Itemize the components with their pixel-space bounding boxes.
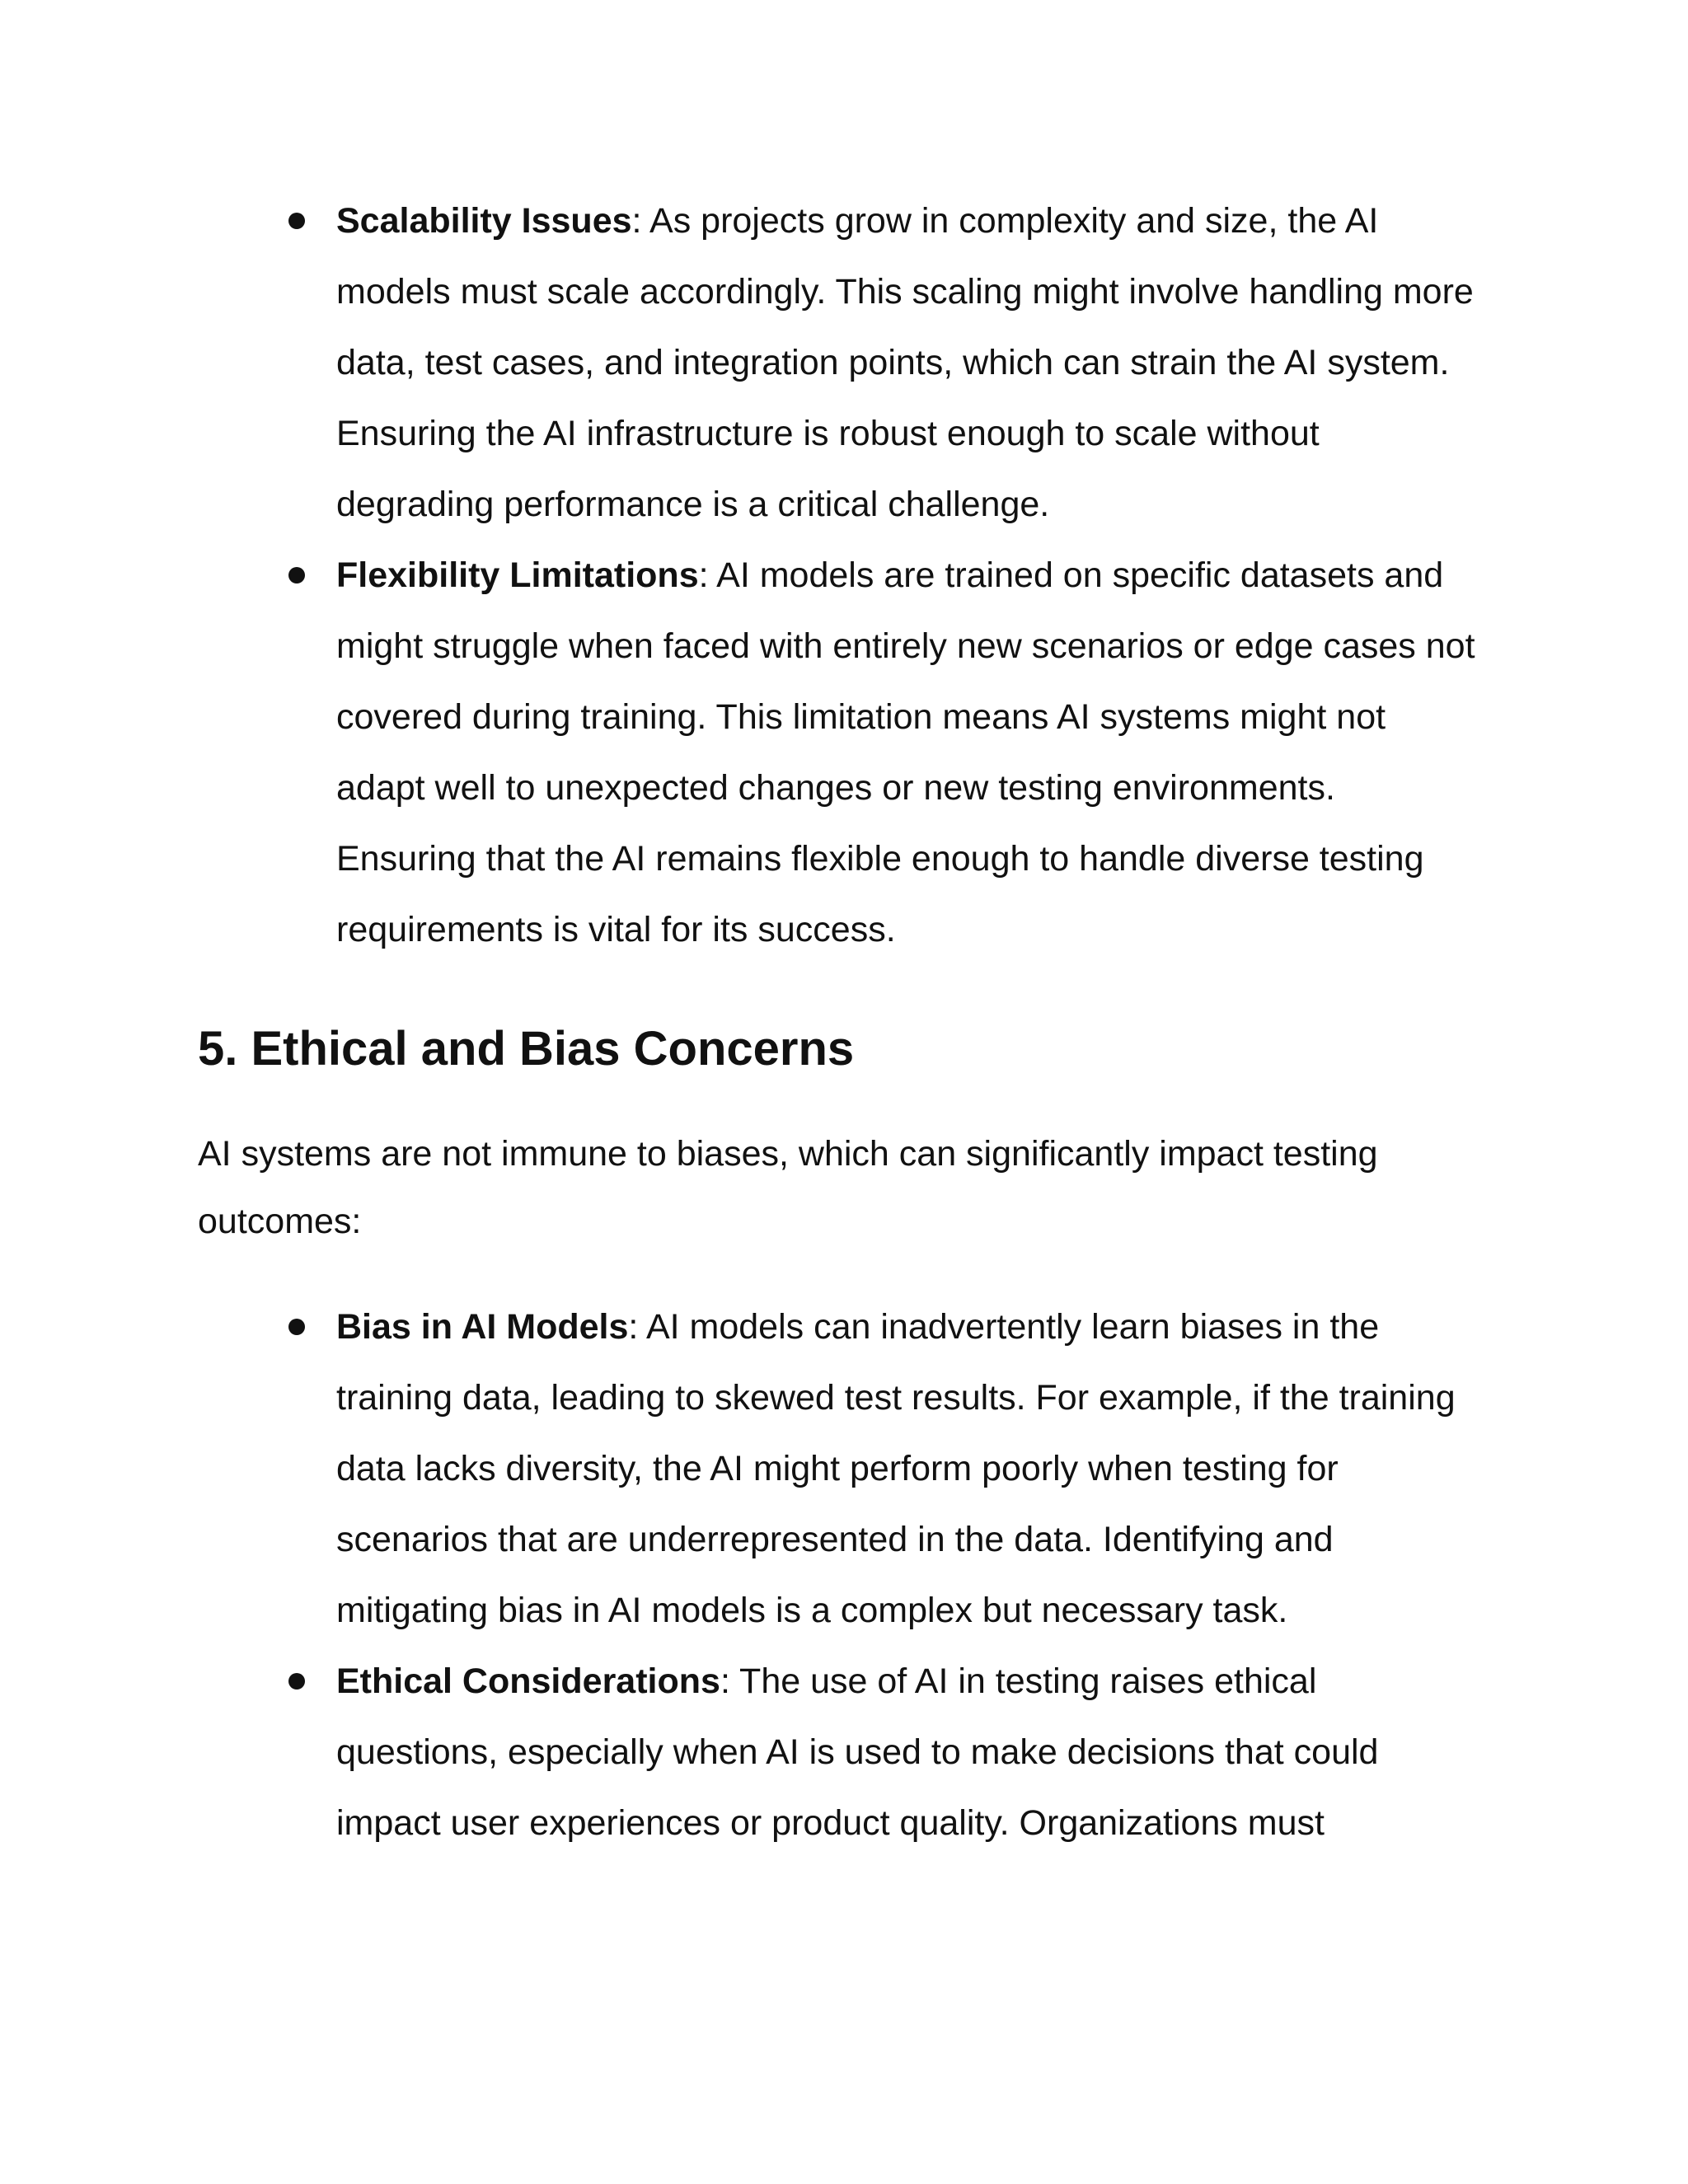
document-content bbox=[198, 185, 1484, 1858]
bullet-list-scalability bbox=[198, 185, 1484, 965]
list-item-term: Scalability Issues bbox=[336, 201, 632, 241]
section-intro: AI systems are not immune to biases, which can significantly impact testing outcomes: bbox=[198, 1134, 1378, 1241]
list-item-text: : The use of AI in testing raises ethical questions, especially when AI is used to make decisions that could impact user experiences or product quality. Organizations must bbox=[336, 1661, 1379, 1843]
list-item-term: Bias in AI Models bbox=[336, 1307, 629, 1347]
list-item-text: : As projects grow in complexity and size, the AI models must scale accordingly. This scaling might involve handling more data, test cases, and integration points, which can strain the AI system. Ensuring the AI infrastructure is robust enough to scale without degrading performance is a critical challenge. bbox=[336, 201, 1474, 524]
list-item-ethical bbox=[336, 1646, 1484, 1858]
bullet-icon bbox=[288, 1319, 305, 1335]
list-item-term: Ethical Considerations bbox=[336, 1661, 720, 1701]
list-item-term: Flexibility Limitations bbox=[336, 555, 699, 595]
section-heading: 5. Ethical and Bias Concerns bbox=[198, 1022, 855, 1076]
bullet-icon bbox=[288, 567, 305, 583]
list-item-text: : AI models are trained on specific datasets and might struggle when faced with entirely new scenarios or edge cases not covered during training. This limitation means AI systems might not adapt well to unexpected changes or new testing environments. Ensuring that the AI remains flexible enough to handle diverse testing requirements is vital for its success. bbox=[336, 555, 1475, 949]
list-item-text: : AI models can inadvertently learn biases in the training data, leading to skewed test results. For example, if the training data lacks diversity, the AI might perform poorly when testing for scenarios that are underrepresented in the data. Identifying and mitigating bias in AI models is a complex but necessary task. bbox=[336, 1307, 1456, 1630]
bullet-icon bbox=[288, 1673, 305, 1690]
bullet-icon bbox=[288, 213, 305, 229]
list-item-bias bbox=[336, 1291, 1484, 1646]
list-item-scalability bbox=[336, 185, 1484, 540]
bullet-list-ethics bbox=[198, 1291, 1484, 1858]
list-item-flexibility bbox=[336, 540, 1484, 965]
